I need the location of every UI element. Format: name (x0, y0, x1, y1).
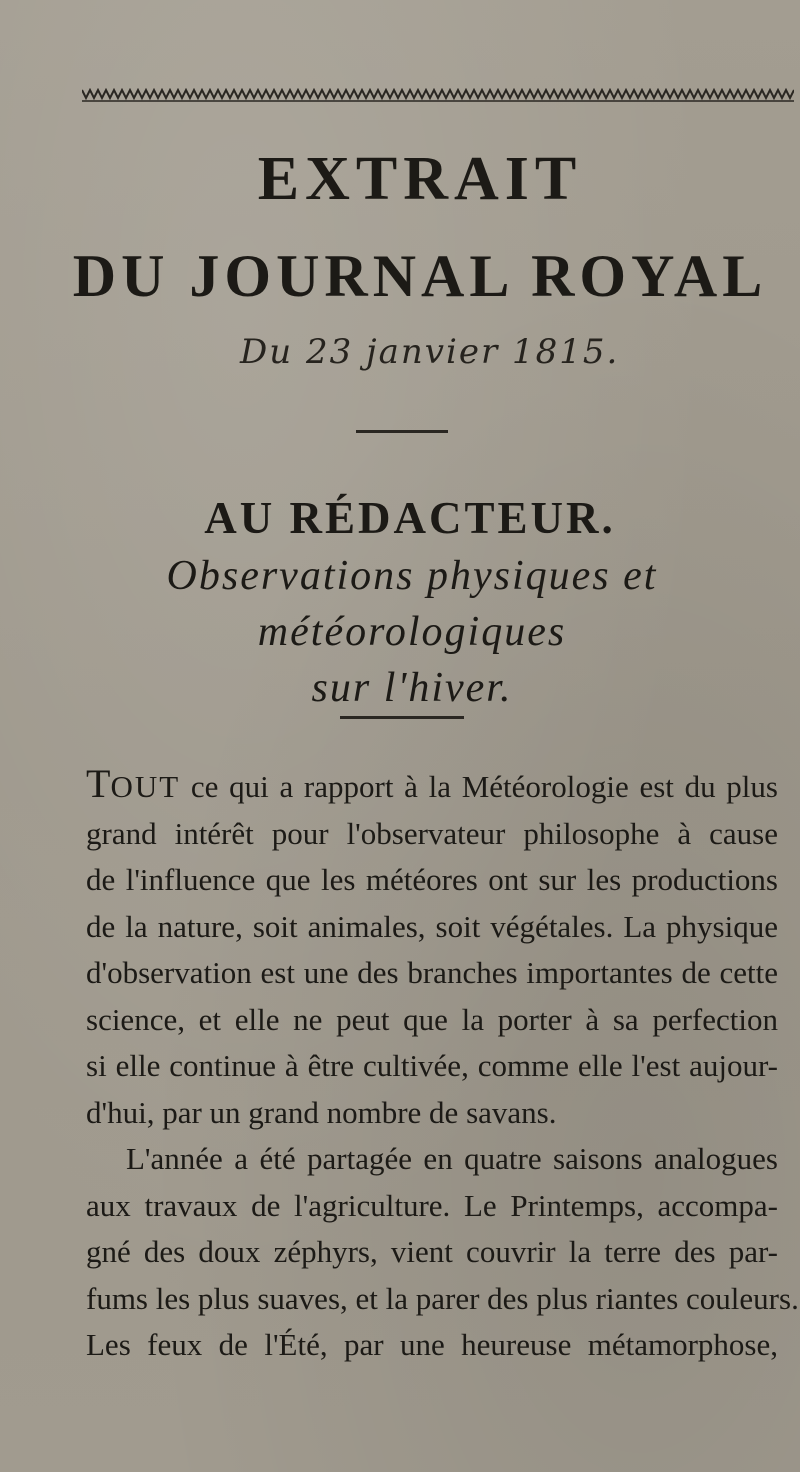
ornamental-border (82, 88, 794, 102)
body-line-6: science, et elle ne peut que la porter à sa perfection (86, 1001, 778, 1037)
body-line-1: TOUT ce qui a rapport à la Météorologie est du plus (86, 761, 778, 806)
body-line-5: d'observation est une des branches importantes de cette (86, 955, 778, 990)
drop-cap: T (86, 761, 111, 806)
article-title-line-2: sur l'hiver. (311, 665, 513, 711)
section-divider (340, 716, 464, 719)
article-body (86, 761, 799, 1369)
handwritten-date-annotation: Du 23 janvier 1815. (240, 332, 620, 372)
body-line-4: de la nature, soit animales, soit végétales. La physique (86, 908, 778, 944)
body-line-9: L'année a été partagée en quatre saisons analogues (126, 1141, 778, 1176)
article-title-line-1: Observations physiques et météorologiques (166, 553, 658, 655)
document-subtitle: DU JOURNAL ROYAL (72, 243, 768, 309)
body-line-8: d'hui, par un grand nombre de savans. (86, 1094, 557, 1130)
body-line-11: gné des doux zéphyrs, vient couvrir la terre des par- (86, 1234, 778, 1269)
first-word-rest: OUT (110, 769, 181, 804)
body-line-10: aux travaux de l'agriculture. Le Printemps, accompa- (86, 1187, 778, 1223)
document-title: EXTRAIT (257, 145, 583, 213)
section-divider (356, 430, 448, 433)
article-title (0, 548, 800, 716)
body-line-12: fums les plus suaves, et la parer des plus riantes couleurs. (86, 1280, 799, 1316)
body-line-7: si elle continue à être cultivée, comme elle l'est aujour- (86, 1048, 778, 1083)
addressee-heading: AU RÉDACTEUR. (204, 493, 616, 543)
body-line-13: Les feux de l'Été, par une heureuse métamorphose, (86, 1327, 778, 1362)
body-line-3: de l'influence que les météores ont sur les productions (86, 862, 778, 897)
body-line-2: grand intérêt pour l'observateur philosophe à cause (86, 815, 778, 851)
